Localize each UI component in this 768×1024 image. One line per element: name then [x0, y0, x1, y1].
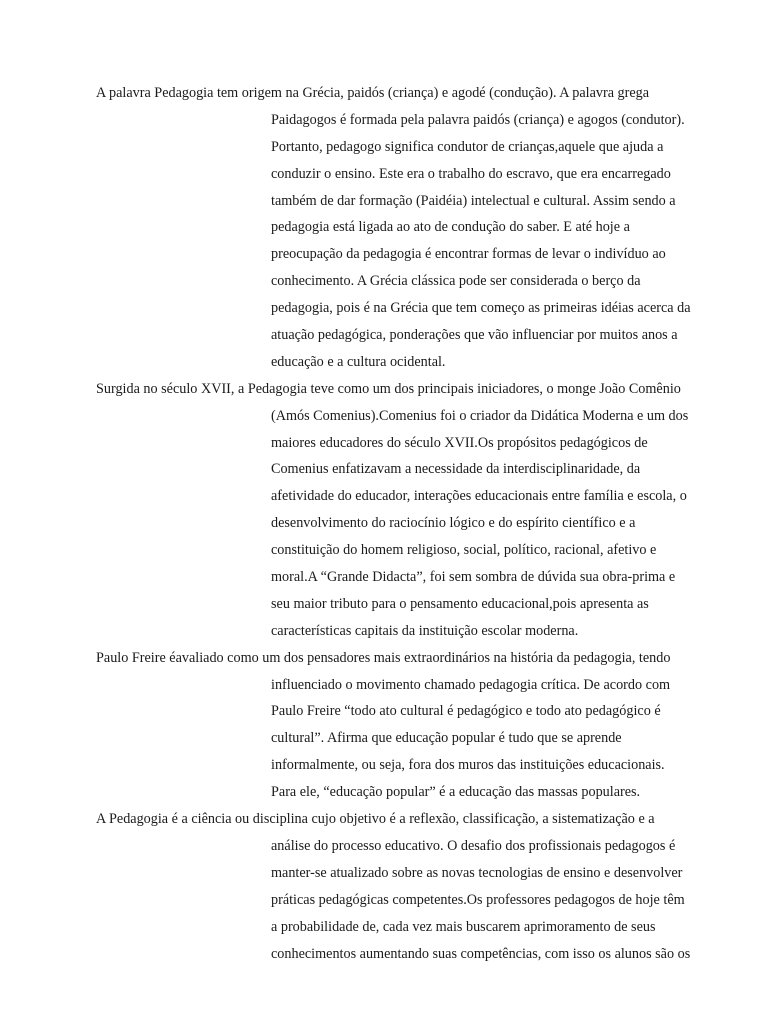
paragraph-line: Paidagogos é formada pela palavra paidós (criança) e agogos (condutor). [271, 111, 685, 128]
paragraph-line: Para ele, “educação popular” é a educação das massas populares. [271, 784, 641, 801]
paragraph-line: também de dar formação (Paidéia) intelectual e cultural. Assim sendo a [271, 192, 676, 209]
paragraph-line: desenvolvimento do raciocínio lógico e do espírito científico e a [271, 515, 636, 532]
paragraph-line: cultural”. Afirma que educação popular é tudo que se aprende [271, 730, 622, 747]
paragraph-line: A Pedagogia é a ciência ou disciplina cujo objetivo é a reflexão, classificação, a sistematização e a [96, 811, 655, 828]
paragraph-line: conhecimentos aumentando suas competências, com isso os alunos são os [271, 945, 691, 962]
paragraph-line: atuação pedagógica, ponderações que vão influenciar por muitos anos a [271, 327, 678, 344]
paragraph-paulo-freire [0, 645, 768, 806]
paragraph-line: moral.A “Grande Didacta”, foi sem sombra de dúvida sua obra-prima e [271, 569, 676, 586]
paragraph-line: Portanto, pedagogo significa condutor de crianças,aquele que ajuda a [271, 138, 664, 155]
paragraph-line: constituição do homem religioso, social, político, racional, afetivo e [271, 542, 657, 559]
paragraph-line: conduzir o ensino. Este era o trabalho do escravo, que era encarregado [271, 165, 671, 182]
document-page [0, 80, 768, 967]
paragraph-line: pedagogia, pois é na Grécia que tem começo as primeiras idéias acerca da [271, 300, 691, 317]
paragraph-line: conhecimento. A Grécia clássica pode ser considerada o berço da [271, 273, 641, 290]
paragraph-line: Paulo Freire éavaliado como um dos pensadores mais extraordinários na história da pedagogia, tendo [96, 649, 671, 666]
paragraph-line: pedagogia está ligada ao ato de condução do saber. E até hoje a [271, 219, 630, 236]
paragraph-line: manter-se atualizado sobre as novas tecnologias de ensino e desenvolver [271, 864, 683, 881]
paragraph-line: preocupação da pedagogia é encontrar formas de levar o indivíduo ao [271, 246, 666, 263]
paragraph-line: (Amós Comenius).Comenius foi o criador da Didática Moderna e um dos [271, 407, 689, 424]
paragraph-line: Paulo Freire “todo ato cultural é pedagógico e todo ato pedagógico é [271, 703, 661, 720]
paragraph-line: educação e a cultura ocidental. [271, 353, 446, 370]
paragraph-line: características capitais da instituição escolar moderna. [271, 622, 579, 639]
paragraph-line: Surgida no século XVII, a Pedagogia teve como um dos principais iniciadores, o monge João Comênio [96, 380, 681, 397]
paragraph-line: a probabilidade de, cada vez mais buscarem aprimoramento de seus [271, 918, 656, 935]
paragraph-line: afetividade do educador, interações educacionais entre família e escola, o [271, 488, 687, 505]
paragraph-line: influenciado o movimento chamado pedagogia crítica. De acordo com [271, 676, 671, 693]
paragraph-line: maiores educadores do século XVII.Os propósitos pedagógicos de [271, 434, 648, 451]
paragraph-comenius [0, 376, 768, 645]
paragraph-line: informalmente, ou seja, fora dos muros das instituições educacionais. [271, 757, 665, 774]
paragraph-line: práticas pedagógicas competentes.Os professores pedagogos de hoje têm [271, 891, 685, 908]
paragraph-line: Comenius enfatizavam a necessidade da interdisciplinaridade, da [271, 461, 641, 478]
paragraph-origin [0, 80, 768, 376]
paragraph-line: análise do processo educativo. O desafio dos profissionais pedagogos é [271, 837, 676, 854]
paragraph-line: seu maior tributo para o pensamento educacional,pois apresenta as [271, 595, 649, 612]
paragraph-pedagogy-science [0, 806, 768, 967]
paragraph-line: A palavra Pedagogia tem origem na Grécia, paidós (criança) e agodé (condução). A palavra grega [96, 85, 650, 101]
